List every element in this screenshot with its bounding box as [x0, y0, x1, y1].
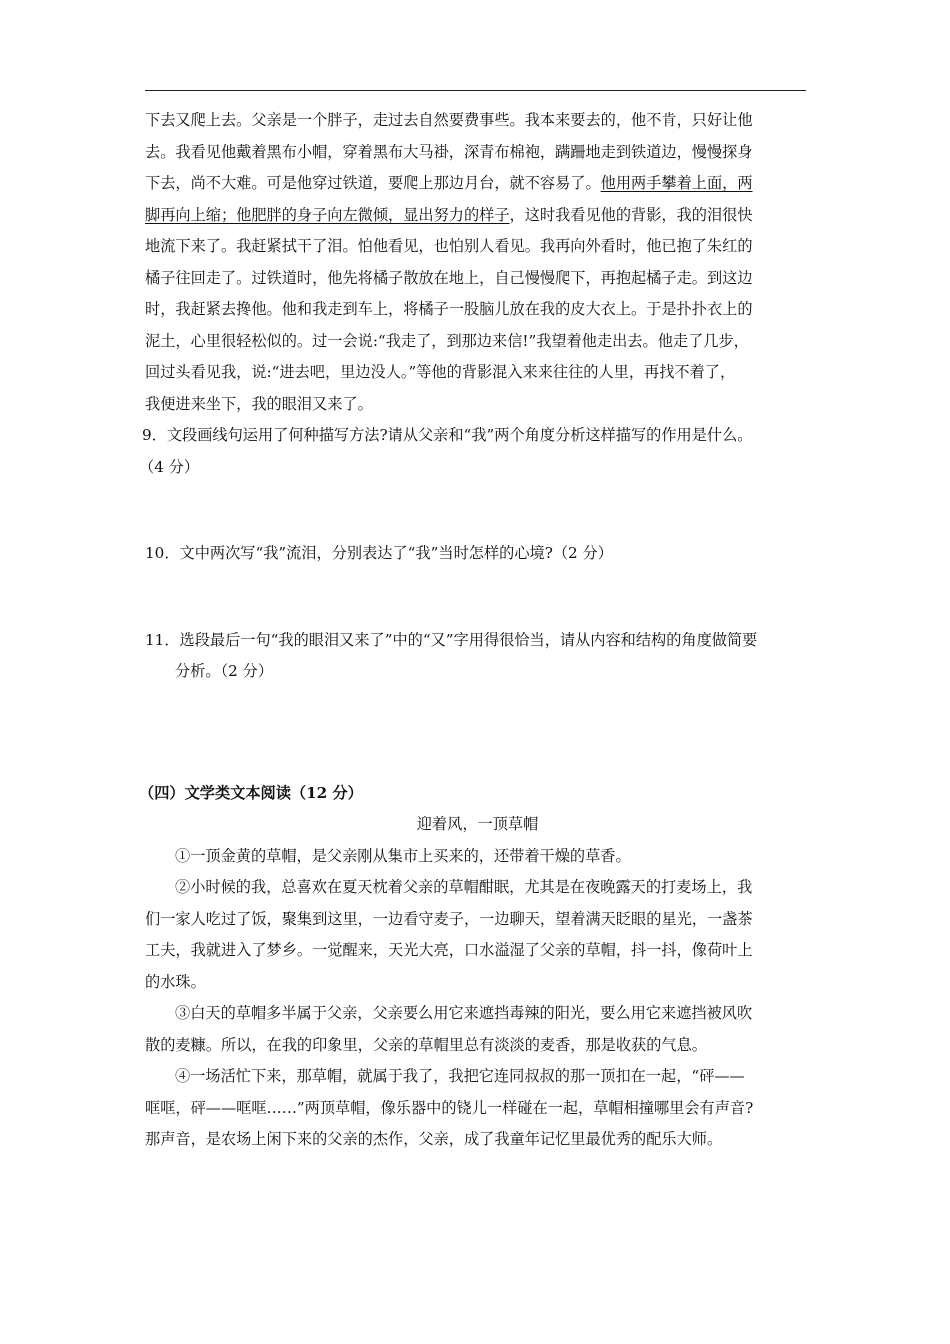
article-line: 那声音，是农场上闲下来的父亲的杰作，父亲，成了我童年记忆里最优秀的配乐大师。: [145, 1130, 723, 1148]
underlined-sentence: 他用两手攀着上面，两: [600, 174, 753, 192]
document-page: [139, 105, 810, 1156]
article-line: 们一家人吃过了饭，聚集到这里，一边看守麦子，一边聊天，望着满天眨眼的星光，一盏茶: [145, 909, 753, 928]
question-10: 10．文中两次写“我”流泪，分别表达了“我”当时怎样的心境?（2 分）: [145, 544, 613, 562]
section-heading: （四）文学类文本阅读（12 分）: [139, 783, 363, 802]
passage-line: 地流下来了。我赶紧拭干了泪。怕他看见，也怕别人看见。我再向外看时，他已抱了朱红的: [145, 237, 753, 255]
passage-line: 我便进来坐下，我的眼泪又来了。: [145, 394, 373, 413]
answer-space: [145, 688, 810, 778]
underlined-sentence: 脚再向上缩；他肥胖的身子向左微倾，显出努力的样子: [145, 205, 510, 224]
passage-line: 时，我赶紧去搀他。他和我走到车上，将橘子一股脑儿放在我的皮大衣上。于是扑扑衣上的: [145, 300, 753, 318]
answer-space: [145, 483, 810, 538]
header-rule: [145, 90, 806, 91]
answer-space: [145, 570, 810, 625]
passage-line: 脚再向上缩；他肥胖的身子向左微倾，显出努力的样子，这时我看见他的背影，我的泪很快: [145, 205, 753, 224]
question-9: 9．文段画线句运用了何种描写方法?请从父亲和“我”两个角度分析这样描写的作用是什么。: [142, 426, 753, 444]
article-paragraph: ①一顶金黄的草帽，是父亲刚从集市上买来的，还带着干燥的草香。: [175, 846, 631, 865]
question-9-points: （4 分）: [139, 457, 200, 476]
article-line: 工夫，我就进入了梦乡。一觉醒来，天光大亮，口水溢湿了父亲的草帽，抖一抖，像荷叶上: [145, 941, 753, 959]
article-paragraph: ③白天的草帽多半属于父亲，父亲要么用它来遮挡毒辣的阳光，要么用它来遮挡被风吹: [175, 1004, 753, 1022]
article-line: 的水珠。: [145, 972, 206, 991]
passage-line: 去。我看见他戴着黑布小帽，穿着黑布大马褂，深青布棉袍，蹒跚地走到铁道边，慢慢探身: [145, 142, 753, 161]
question-11: 11．选段最后一句“我的眼泪又来了”中的“又”字用得很恰当，请从内容和结构的角度做简要: [145, 630, 758, 649]
passage-line: 下去又爬上去。父亲是一个胖子，走过去自然要费事些。我本来要去的，他不肯，只好让他: [145, 111, 753, 129]
article-paragraph: ②小时候的我，总喜欢在夏天枕着父亲的草帽酣眠，尤其是在夜晚露天的打麦场上，我: [175, 878, 753, 896]
article-line: 哐哐，砰——哐哐……”两顶草帽，像乐器中的铙儿一样碰在一起，草帽相撞哪里会有声音?: [145, 1098, 754, 1117]
passage-line: 泥土，心里很轻松似的。过一会说:“我走了，到那边来信!”我望着他走出去。他走了几步，: [145, 331, 749, 350]
passage-line: 橘子往回走了。过铁道时，他先将橘子散放在地上，自己慢慢爬下，再抱起橘子走。到这边: [145, 268, 753, 287]
article-line: 散的麦糠。所以，在我的印象里，父亲的草帽里总有淡淡的麦香，那是收获的气息。: [145, 1035, 707, 1054]
passage-excerpt: [145, 105, 810, 420]
passage-line: 下去，尚不大难。可是他穿过铁道，要爬上那边月台，就不容易了。他用两手攀着上面，两: [145, 174, 753, 192]
article-paragraph: ④一场活忙下来，那草帽，就属于我了，我把它连同叔叔的那一顶扣在一起，“砰——: [175, 1067, 745, 1085]
passage-line: 回过头看见我，说:“进去吧，里边没人。”等他的背影混入来来往往的人里，再找不着了，: [145, 363, 736, 381]
question-11-cont: 分析。（2 分）: [175, 662, 274, 680]
article-title: 迎着风，一顶草帽: [416, 815, 539, 833]
